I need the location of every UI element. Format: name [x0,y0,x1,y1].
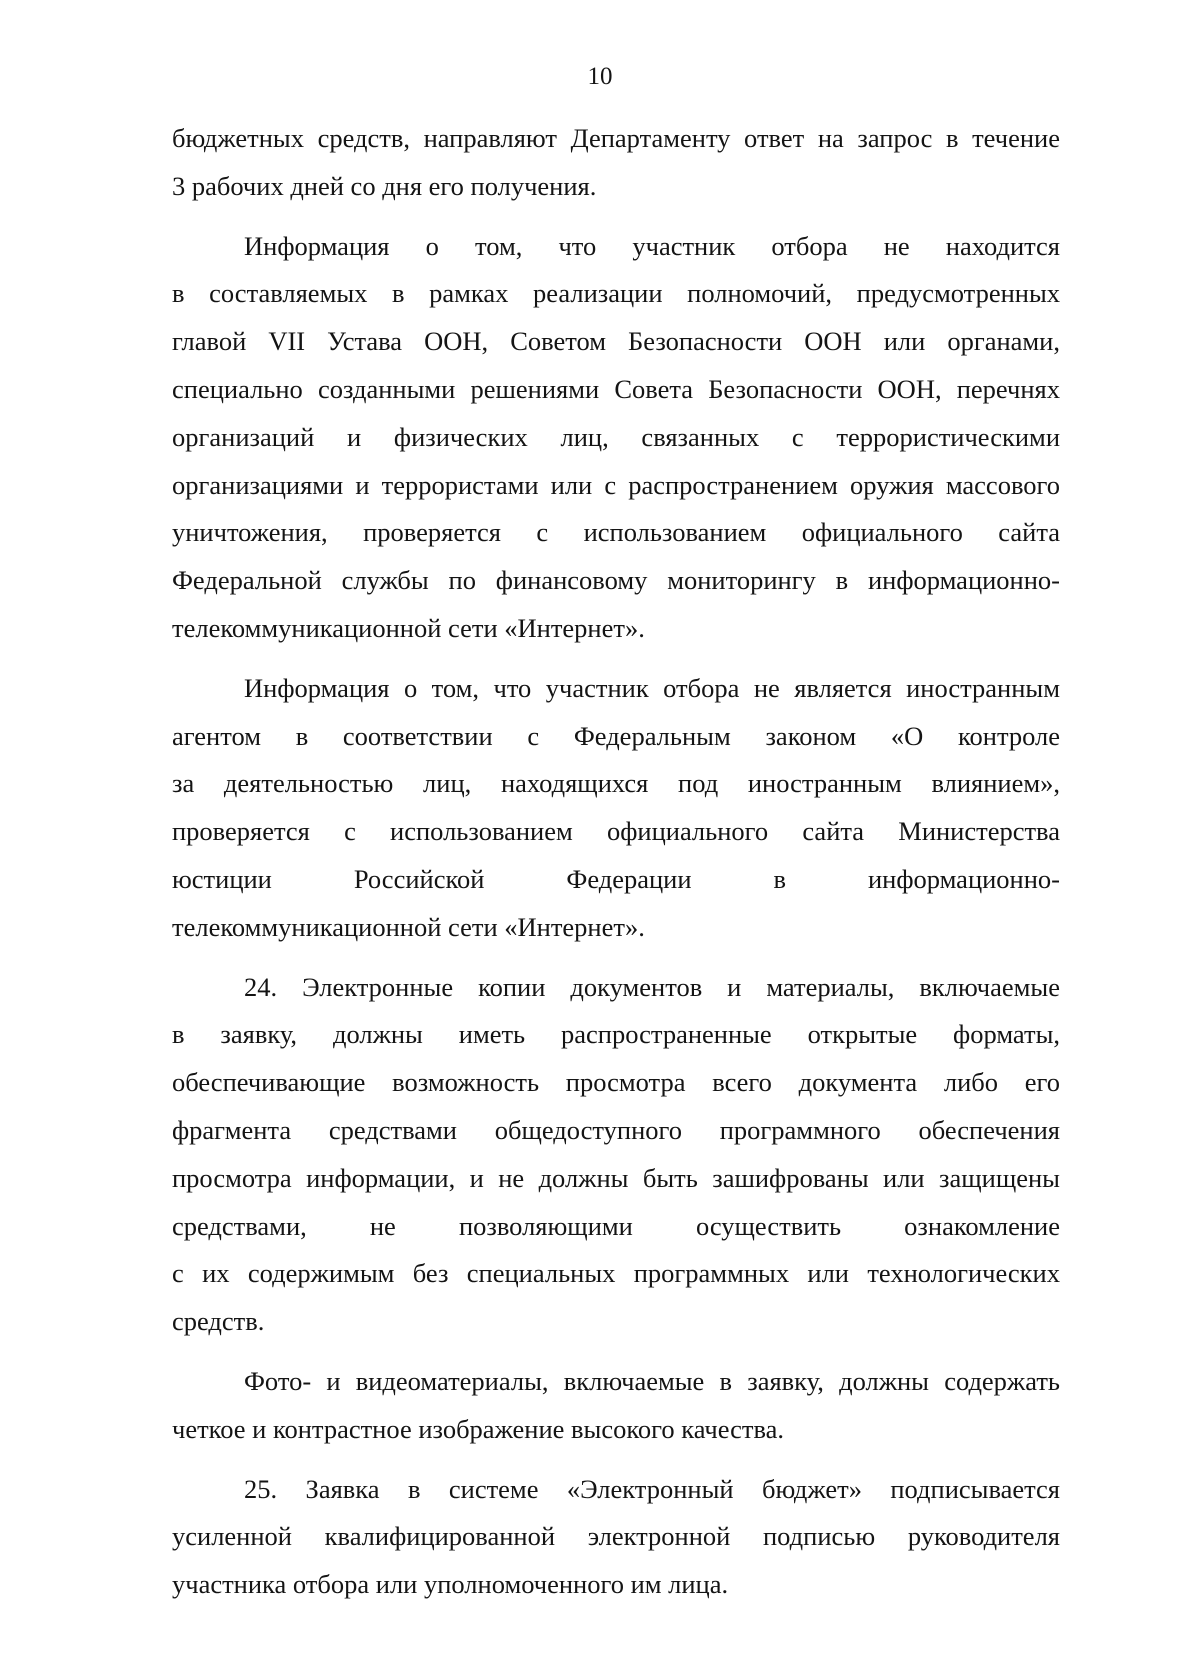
text-line: Информация о том, что участник отбора не является иностранным [244,672,1060,703]
text-line: юстиции Российской Федерации в информационно- [172,863,1060,894]
text-line: телекоммуникационной сети «Интернет». [172,911,645,942]
text-line: в составляемых в рамках реализации полномочий, предусмотренных [172,278,1060,309]
text-line: уничтожения, проверяется с использованием официального сайта [172,517,1060,548]
paragraph-foreign-agent-check [172,665,1060,952]
text-line: четкое и контрастное изображение высокого качества. [172,1413,785,1444]
text-line: агентом в соответствии с Федеральным законом «О контроле [172,720,1060,751]
text-line: 3 рабочих дней со дня его получения. [172,170,597,201]
text-line: специально созданными решениями Совета Безопасности ООН, перечнях [172,373,1060,404]
paragraph-un-sanctions-check [172,223,1060,653]
text-line: проверяется с использованием официального сайта Министерства [172,816,1060,847]
paragraph-item-24 [172,964,1060,1346]
text-line: 25. Заявка в системе «Электронный бюджет» подписывается [244,1473,1060,1504]
page-number: 10 [587,63,613,90]
text-line: усиленной квалифицированной электронной подписью руководителя [172,1521,1060,1552]
text-line: средств. [172,1306,265,1337]
text-line: организаций и физических лиц, связанных с террористическими [172,421,1060,452]
text-line: в заявку, должны иметь распространенные открытые форматы, [172,1019,1060,1050]
text-line: участника отбора или уполномоченного им лица. [172,1569,729,1600]
text-line: 24. Электронные копии документов и материалы, включаемые [244,971,1060,1002]
text-line: за деятельностью лиц, находящихся под иностранным влиянием», [172,768,1060,799]
paragraph-continuation [172,115,1060,211]
text-line: главой VII Устава ООН, Советом Безопасности ООН или органами, [172,326,1060,357]
text-line: Информация о том, что участник отбора не находится [244,230,1060,261]
text-line: Федеральной службы по финансовому мониторингу в информационно- [172,565,1060,596]
text-line: фрагмента средствами общедоступного программного обеспечения [172,1114,1060,1145]
document-body [172,115,1060,1621]
text-line: просмотра информации, и не должны быть зашифрованы или защищены [172,1162,1060,1193]
text-line: обеспечивающие возможность просмотра всего документа либо его [172,1067,1060,1098]
text-line: Фото- и видеоматериалы, включаемые в заявку, должны содержать [244,1365,1060,1396]
text-line: телекоммуникационной сети «Интернет». [172,612,645,643]
text-line: бюджетных средств, направляют Департаменту ответ на запрос в течение [172,123,1060,153]
text-line: организациями и террористами или с распространением оружия массового [172,469,1060,500]
text-line: средствами, не позволяющими осуществить ознакомление [172,1210,1060,1241]
paragraph-photo-video [172,1358,1060,1454]
paragraph-item-25 [172,1466,1060,1609]
text-line: с их содержимым без специальных программных или технологических [172,1258,1060,1289]
